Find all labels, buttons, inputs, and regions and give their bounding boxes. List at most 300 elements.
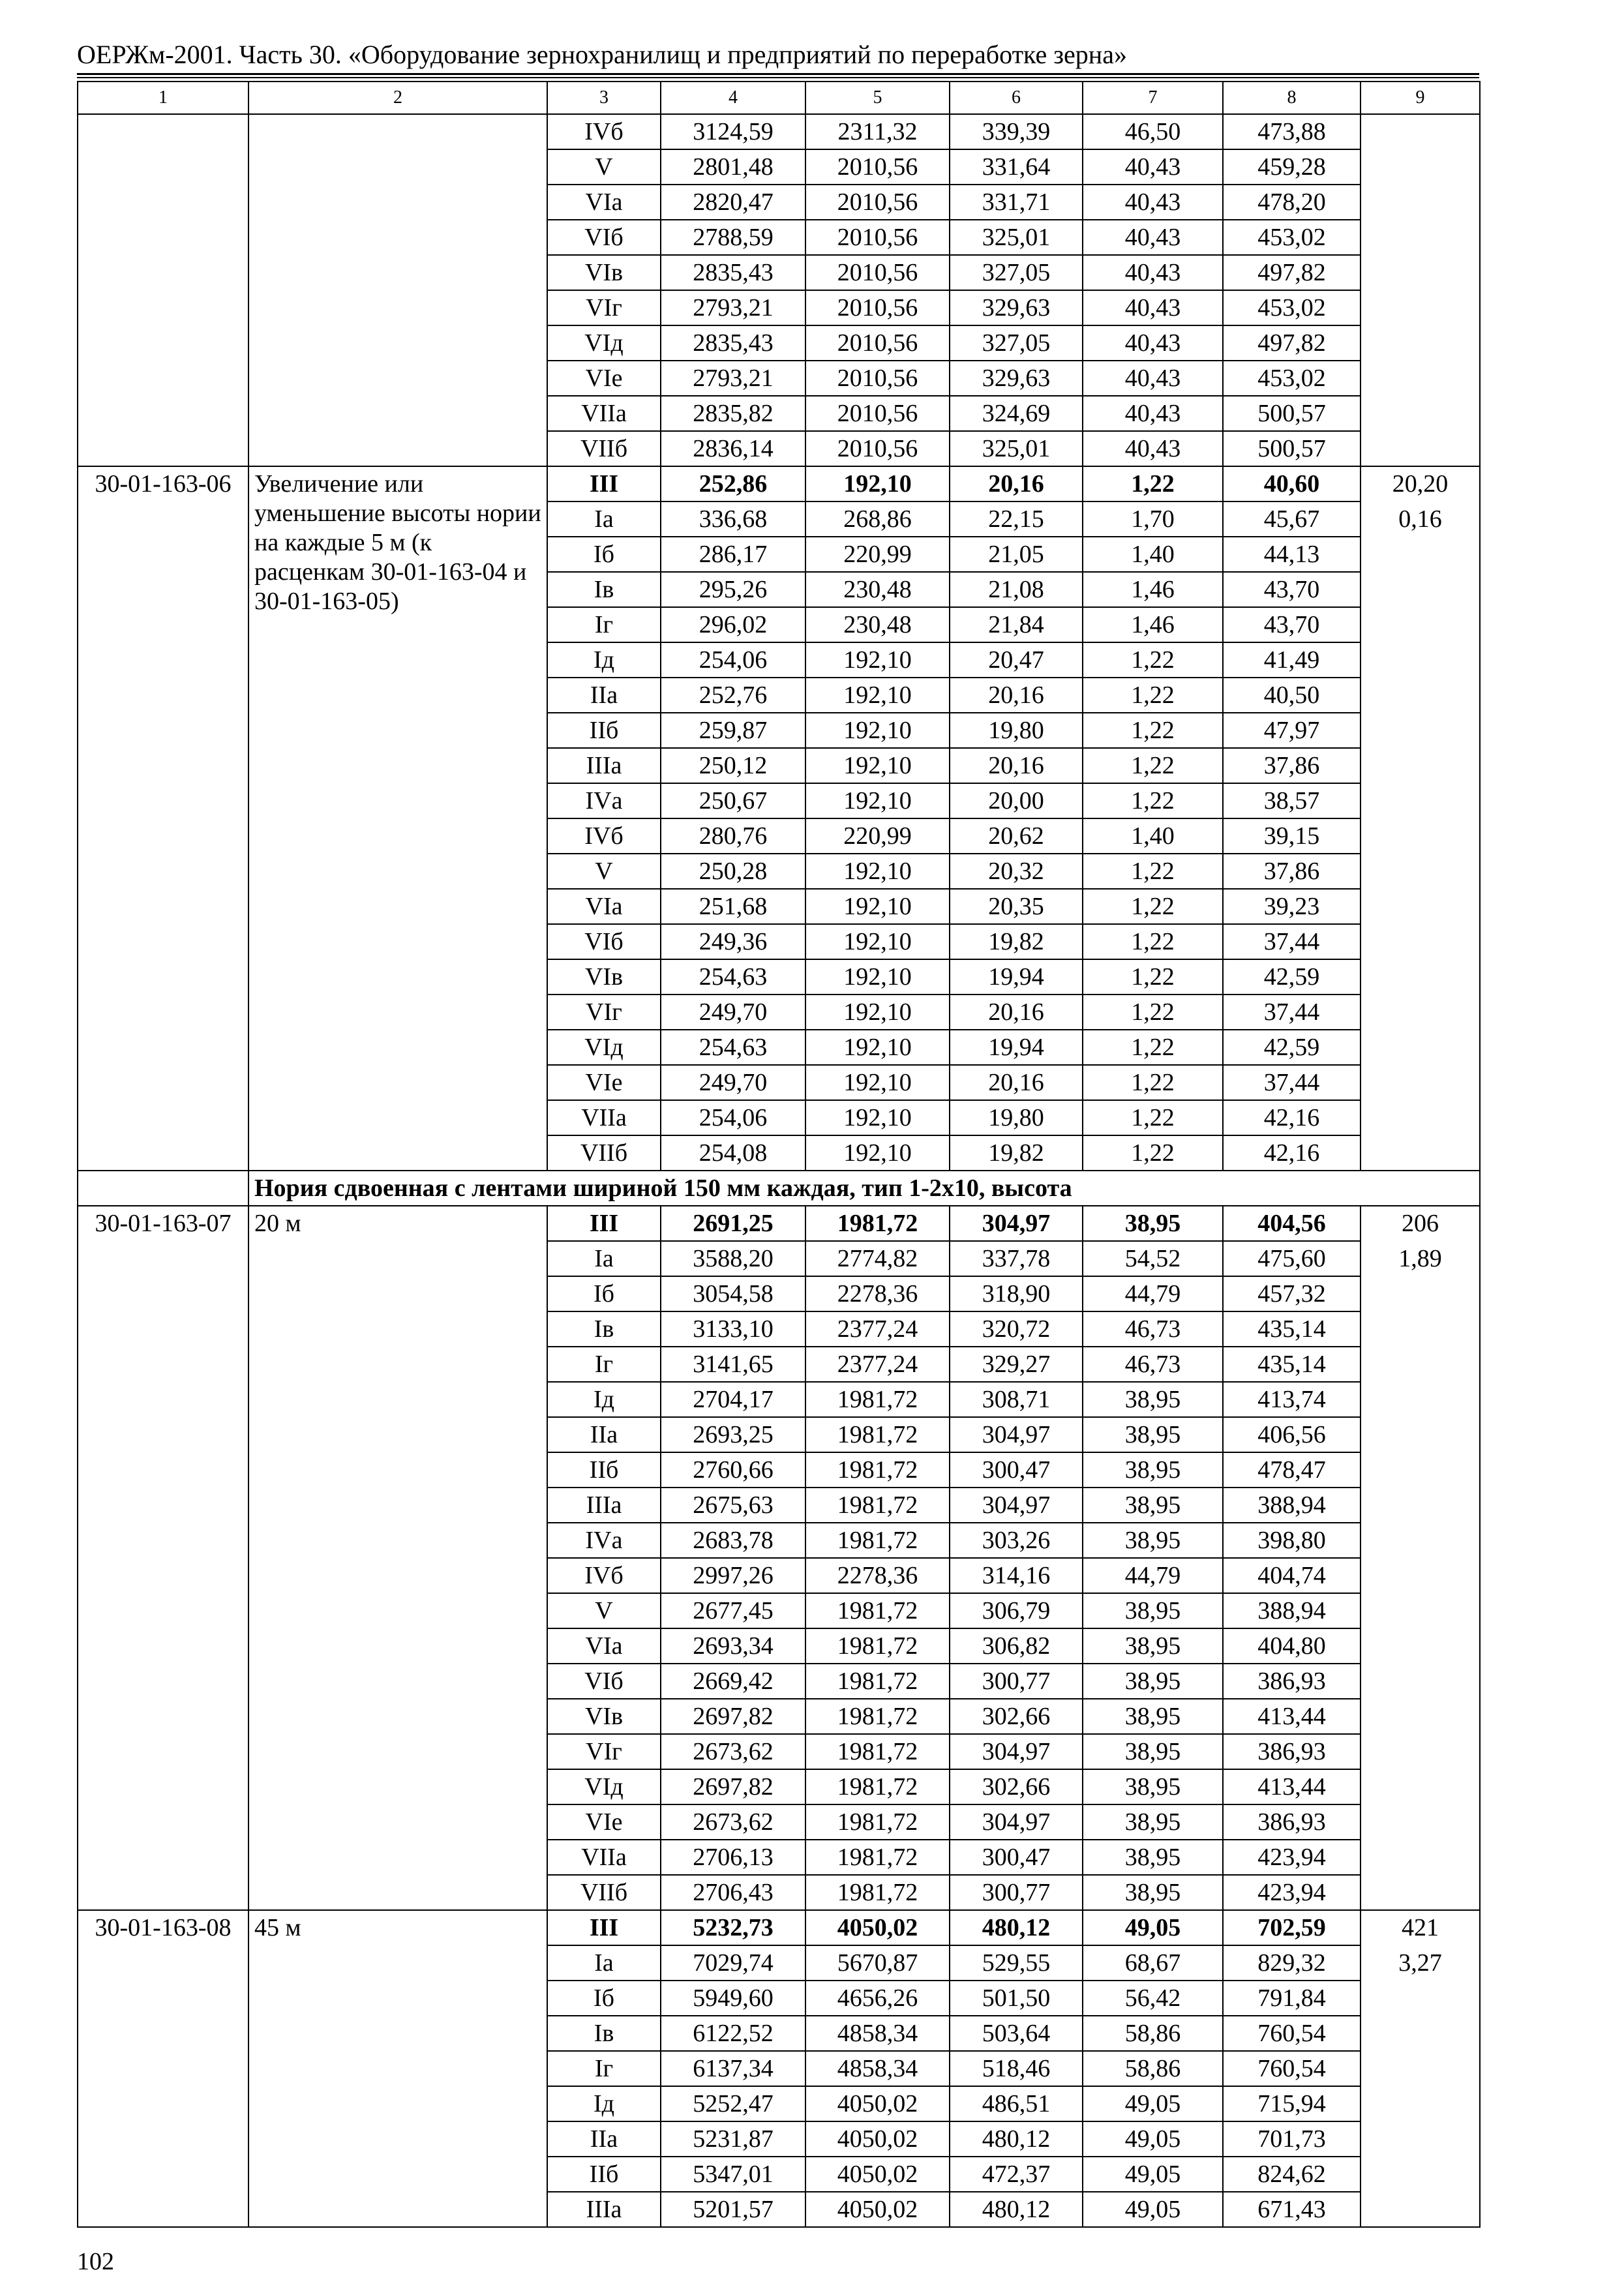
column-9-value: 3,27 — [1398, 1949, 1442, 1977]
zone-cell: Iа — [547, 1945, 661, 1981]
description-line: Увеличение или — [254, 470, 424, 498]
value-col-6: 325,01 — [950, 220, 1083, 255]
value-col-8: 497,82 — [1223, 325, 1361, 361]
zone-cell: IIа — [547, 2121, 661, 2157]
value-col-7: 38,95 — [1083, 1628, 1223, 1664]
zone-cell: VIIа — [547, 1840, 661, 1875]
value-col-7: 49,05 — [1083, 2121, 1223, 2157]
value-col-7: 49,05 — [1083, 2157, 1223, 2192]
value-col-8: 37,44 — [1223, 924, 1361, 959]
zone-cell: Iд — [547, 642, 661, 678]
value-col-8: 45,67 — [1223, 501, 1361, 537]
value-col-8: 701,73 — [1223, 2121, 1361, 2157]
value-col-8: 760,54 — [1223, 2016, 1361, 2051]
value-col-5: 192,10 — [805, 642, 950, 678]
value-col-5: 2774,82 — [805, 1241, 950, 1276]
value-col-6: 339,39 — [950, 114, 1083, 149]
value-col-6: 472,37 — [950, 2157, 1083, 2192]
value-col-8: 413,74 — [1223, 1382, 1361, 1417]
value-col-7: 40,43 — [1083, 396, 1223, 431]
value-col-8: 388,94 — [1223, 1593, 1361, 1628]
value-col-6: 327,05 — [950, 325, 1083, 361]
zone-cell: IIб — [547, 1452, 661, 1488]
zone-cell: VIе — [547, 1065, 661, 1100]
value-col-8: 37,86 — [1223, 854, 1361, 889]
value-col-7: 1,22 — [1083, 995, 1223, 1030]
value-col-5: 2010,56 — [805, 361, 950, 396]
zone-cell: VIг — [547, 1734, 661, 1769]
column-9-value: 421 — [1402, 1914, 1439, 1941]
value-col-7: 1,22 — [1083, 748, 1223, 783]
value-col-8: 42,16 — [1223, 1100, 1361, 1135]
zone-cell: VIе — [547, 361, 661, 396]
zone-cell: V — [547, 854, 661, 889]
work-description — [248, 114, 547, 466]
value-col-4: 5252,47 — [661, 2086, 805, 2121]
value-col-7: 38,95 — [1083, 1875, 1223, 1910]
value-col-4: 250,67 — [661, 783, 805, 818]
zone-cell: VIIб — [547, 1135, 661, 1171]
value-col-6: 518,46 — [950, 2051, 1083, 2086]
value-col-8: 42,59 — [1223, 959, 1361, 995]
zone-cell: IVб — [547, 818, 661, 854]
value-col-4: 280,76 — [661, 818, 805, 854]
table-row — [78, 1910, 1480, 1945]
value-col-8: 478,20 — [1223, 185, 1361, 220]
value-col-6: 331,71 — [950, 185, 1083, 220]
value-col-4: 250,28 — [661, 854, 805, 889]
value-col-6: 19,82 — [950, 1135, 1083, 1171]
zone-cell: VIб — [547, 1664, 661, 1699]
value-col-5: 1981,72 — [805, 1206, 950, 1241]
value-col-6: 306,79 — [950, 1593, 1083, 1628]
column-9-value: 20,20 — [1392, 470, 1449, 498]
description-line: 20 м — [254, 1210, 301, 1237]
work-description — [248, 466, 547, 1171]
value-col-7: 38,95 — [1083, 1417, 1223, 1452]
value-col-7: 1,22 — [1083, 959, 1223, 995]
value-col-8: 760,54 — [1223, 2051, 1361, 2086]
value-col-6: 20,47 — [950, 642, 1083, 678]
value-col-6: 19,80 — [950, 1100, 1083, 1135]
value-col-5: 1981,72 — [805, 1382, 950, 1417]
value-col-6: 302,66 — [950, 1699, 1083, 1734]
value-col-5: 4050,02 — [805, 2157, 950, 2192]
zone-cell: VIг — [547, 995, 661, 1030]
value-col-8: 47,97 — [1223, 713, 1361, 748]
value-col-5: 2010,56 — [805, 396, 950, 431]
value-col-6: 320,72 — [950, 1311, 1083, 1347]
value-col-6: 480,12 — [950, 2121, 1083, 2157]
value-col-5: 192,10 — [805, 748, 950, 783]
value-col-6: 304,97 — [950, 1734, 1083, 1769]
work-description — [248, 1206, 547, 1910]
zone-cell: IIб — [547, 713, 661, 748]
column-9-value: 206 — [1402, 1210, 1439, 1237]
value-col-8: 39,15 — [1223, 818, 1361, 854]
value-col-4: 252,76 — [661, 678, 805, 713]
value-col-7: 1,22 — [1083, 889, 1223, 924]
value-col-4: 249,70 — [661, 995, 805, 1030]
value-col-8: 386,93 — [1223, 1734, 1361, 1769]
value-col-8: 715,94 — [1223, 2086, 1361, 2121]
value-col-5: 192,10 — [805, 1100, 950, 1135]
value-col-5: 2010,56 — [805, 220, 950, 255]
value-col-4: 2706,43 — [661, 1875, 805, 1910]
value-col-4: 2836,14 — [661, 431, 805, 466]
value-col-5: 192,10 — [805, 1135, 950, 1171]
zone-cell: Iд — [547, 2086, 661, 2121]
value-col-6: 300,77 — [950, 1875, 1083, 1910]
value-col-6: 19,82 — [950, 924, 1083, 959]
header-rule — [77, 73, 1479, 78]
value-col-7: 40,43 — [1083, 361, 1223, 396]
value-col-5: 2377,24 — [805, 1347, 950, 1382]
value-col-4: 2793,21 — [661, 361, 805, 396]
section-heading: Нория сдвоенная с лентами шириной 150 мм каждая, тип 1-2х10, высота — [248, 1171, 1480, 1206]
value-col-4: 286,17 — [661, 537, 805, 572]
value-col-7: 58,86 — [1083, 2016, 1223, 2051]
value-col-6: 21,05 — [950, 537, 1083, 572]
zone-cell: Iг — [547, 1347, 661, 1382]
value-col-4: 5231,87 — [661, 2121, 805, 2157]
value-col-4: 336,68 — [661, 501, 805, 537]
rate-code: 30-01-163-06 — [78, 466, 248, 1171]
page-number: 102 — [77, 2248, 114, 2275]
value-col-7: 38,95 — [1083, 1382, 1223, 1417]
value-col-6: 329,63 — [950, 290, 1083, 325]
value-col-5: 192,10 — [805, 959, 950, 995]
work-description — [248, 1910, 547, 2227]
rate-code — [78, 114, 248, 466]
value-col-7: 46,50 — [1083, 114, 1223, 149]
zone-cell: VIа — [547, 889, 661, 924]
value-col-4: 6122,52 — [661, 2016, 805, 2051]
value-col-7: 38,95 — [1083, 1664, 1223, 1699]
value-col-7: 46,73 — [1083, 1311, 1223, 1347]
table-body — [78, 114, 1480, 2227]
value-col-7: 38,95 — [1083, 1452, 1223, 1488]
value-col-7: 38,95 — [1083, 1734, 1223, 1769]
value-col-6: 503,64 — [950, 2016, 1083, 2051]
value-col-5: 1981,72 — [805, 1417, 950, 1452]
value-col-4: 2697,82 — [661, 1769, 805, 1804]
value-col-7: 1,22 — [1083, 1065, 1223, 1100]
value-col-8: 453,02 — [1223, 220, 1361, 255]
value-col-7: 40,43 — [1083, 431, 1223, 466]
value-col-5: 2010,56 — [805, 290, 950, 325]
description-line: 30-01-163-05) — [254, 588, 399, 615]
table-header — [78, 82, 1480, 114]
zone-cell: VIв — [547, 959, 661, 995]
rate-code: 30-01-163-08 — [78, 1910, 248, 2227]
value-col-4: 252,86 — [661, 466, 805, 501]
zone-cell: V — [547, 149, 661, 185]
rate-code: 30-01-163-07 — [78, 1206, 248, 1910]
value-col-5: 2010,56 — [805, 431, 950, 466]
value-col-4: 2673,62 — [661, 1734, 805, 1769]
value-col-6: 20,00 — [950, 783, 1083, 818]
zone-cell: Iг — [547, 607, 661, 642]
value-col-5: 192,10 — [805, 995, 950, 1030]
value-col-4: 6137,34 — [661, 2051, 805, 2086]
value-col-5: 1981,72 — [805, 1804, 950, 1840]
value-col-4: 2675,63 — [661, 1488, 805, 1523]
zone-cell: IVб — [547, 114, 661, 149]
value-col-8: 824,62 — [1223, 2157, 1361, 2192]
value-col-8: 453,02 — [1223, 290, 1361, 325]
column-number-1: 1 — [78, 82, 248, 114]
value-col-5: 1981,72 — [805, 1488, 950, 1523]
value-col-8: 829,32 — [1223, 1945, 1361, 1981]
value-col-4: 5949,60 — [661, 1981, 805, 2016]
value-col-4: 3124,59 — [661, 114, 805, 149]
value-col-5: 4858,34 — [805, 2051, 950, 2086]
value-col-8: 435,14 — [1223, 1311, 1361, 1347]
value-col-4: 2697,82 — [661, 1699, 805, 1734]
value-col-4: 2693,25 — [661, 1417, 805, 1452]
value-col-7: 54,52 — [1083, 1241, 1223, 1276]
value-col-5: 2278,36 — [805, 1558, 950, 1593]
value-col-4: 2835,82 — [661, 396, 805, 431]
value-col-6: 329,27 — [950, 1347, 1083, 1382]
value-col-7: 40,43 — [1083, 149, 1223, 185]
value-col-5: 1981,72 — [805, 1875, 950, 1910]
value-col-5: 4050,02 — [805, 2086, 950, 2121]
value-col-4: 5201,57 — [661, 2192, 805, 2227]
value-col-8: 398,80 — [1223, 1523, 1361, 1558]
value-col-7: 40,43 — [1083, 220, 1223, 255]
zone-cell: VIIб — [547, 1875, 661, 1910]
value-col-5: 192,10 — [805, 713, 950, 748]
value-col-6: 302,66 — [950, 1769, 1083, 1804]
value-col-8: 404,56 — [1223, 1206, 1361, 1241]
value-col-8: 478,47 — [1223, 1452, 1361, 1488]
value-col-8: 388,94 — [1223, 1488, 1361, 1523]
value-col-8: 423,94 — [1223, 1875, 1361, 1910]
value-col-5: 1981,72 — [805, 1664, 950, 1699]
value-col-7: 38,95 — [1083, 1769, 1223, 1804]
zone-cell: Iг — [547, 2051, 661, 2086]
value-col-7: 1,46 — [1083, 607, 1223, 642]
value-col-8: 40,50 — [1223, 678, 1361, 713]
value-col-6: 308,71 — [950, 1382, 1083, 1417]
value-col-8: 671,43 — [1223, 2192, 1361, 2227]
running-header: ОЕРЖм-2001. Часть 30. «Оборудование зернохранилищ и предприятий по переработке зерна» — [77, 40, 1127, 69]
table-row — [78, 114, 1480, 149]
value-col-6: 331,64 — [950, 149, 1083, 185]
zone-cell: Iв — [547, 1311, 661, 1347]
value-col-8: 43,70 — [1223, 607, 1361, 642]
value-col-5: 192,10 — [805, 854, 950, 889]
value-col-5: 1981,72 — [805, 1628, 950, 1664]
value-col-5: 5670,87 — [805, 1945, 950, 1981]
column-9-value: 1,89 — [1398, 1245, 1442, 1272]
zone-cell: VIб — [547, 220, 661, 255]
value-col-5: 4858,34 — [805, 2016, 950, 2051]
zone-cell: Iб — [547, 537, 661, 572]
value-col-8: 459,28 — [1223, 149, 1361, 185]
value-col-5: 4050,02 — [805, 1910, 950, 1945]
value-col-7: 49,05 — [1083, 1910, 1223, 1945]
zone-cell: IIIа — [547, 2192, 661, 2227]
value-col-4: 2793,21 — [661, 290, 805, 325]
zone-cell: IVа — [547, 1523, 661, 1558]
value-col-4: 254,63 — [661, 959, 805, 995]
value-col-7: 44,79 — [1083, 1558, 1223, 1593]
value-col-6: 304,97 — [950, 1804, 1083, 1840]
value-col-6: 337,78 — [950, 1241, 1083, 1276]
zone-cell: Iд — [547, 1382, 661, 1417]
value-col-7: 1,70 — [1083, 501, 1223, 537]
value-col-8: 702,59 — [1223, 1910, 1361, 1945]
value-col-8: 413,44 — [1223, 1699, 1361, 1734]
zone-cell: IIб — [547, 2157, 661, 2192]
value-col-4: 2673,62 — [661, 1804, 805, 1840]
value-col-4: 3588,20 — [661, 1241, 805, 1276]
value-col-4: 2669,42 — [661, 1664, 805, 1699]
column-number-row — [78, 82, 1480, 114]
value-col-7: 49,05 — [1083, 2192, 1223, 2227]
value-col-4: 254,06 — [661, 642, 805, 678]
value-col-4: 3133,10 — [661, 1311, 805, 1347]
value-col-5: 4050,02 — [805, 2121, 950, 2157]
value-col-5: 2010,56 — [805, 185, 950, 220]
value-col-6: 22,15 — [950, 501, 1083, 537]
zone-cell: VIе — [547, 1804, 661, 1840]
table-row — [78, 1206, 1480, 1241]
zone-cell: IIIа — [547, 748, 661, 783]
value-col-4: 2691,25 — [661, 1206, 805, 1241]
value-col-8: 500,57 — [1223, 431, 1361, 466]
value-col-7: 1,40 — [1083, 818, 1223, 854]
value-col-7: 44,79 — [1083, 1276, 1223, 1311]
column-9-cell — [1361, 1910, 1480, 2227]
column-9-cell — [1361, 114, 1480, 466]
zone-cell: IIа — [547, 1417, 661, 1452]
value-col-8: 37,44 — [1223, 1065, 1361, 1100]
description-line: расценкам 30-01-163-04 и — [254, 558, 527, 586]
value-col-5: 192,10 — [805, 1065, 950, 1100]
value-col-6: 480,12 — [950, 1910, 1083, 1945]
value-col-8: 500,57 — [1223, 396, 1361, 431]
value-col-6: 300,47 — [950, 1452, 1083, 1488]
column-number-6: 6 — [950, 82, 1083, 114]
value-col-7: 68,67 — [1083, 1945, 1223, 1981]
value-col-6: 327,05 — [950, 255, 1083, 290]
value-col-5: 1981,72 — [805, 1523, 950, 1558]
value-col-6: 21,84 — [950, 607, 1083, 642]
value-col-4: 2788,59 — [661, 220, 805, 255]
value-col-6: 529,55 — [950, 1945, 1083, 1981]
value-col-7: 1,22 — [1083, 924, 1223, 959]
value-col-6: 304,97 — [950, 1206, 1083, 1241]
value-col-6: 329,63 — [950, 361, 1083, 396]
value-col-4: 2693,34 — [661, 1628, 805, 1664]
value-col-4: 254,63 — [661, 1030, 805, 1065]
zone-cell: VIд — [547, 1030, 661, 1065]
value-col-5: 1981,72 — [805, 1840, 950, 1875]
value-col-6: 304,97 — [950, 1417, 1083, 1452]
value-col-6: 20,62 — [950, 818, 1083, 854]
zone-cell: Iб — [547, 1276, 661, 1311]
column-number-8: 8 — [1223, 82, 1361, 114]
zone-cell: III — [547, 466, 661, 501]
zone-cell: VIб — [547, 924, 661, 959]
value-col-6: 19,94 — [950, 959, 1083, 995]
zone-cell: VIIа — [547, 1100, 661, 1135]
value-col-4: 254,08 — [661, 1135, 805, 1171]
value-col-4: 249,36 — [661, 924, 805, 959]
value-col-5: 192,10 — [805, 889, 950, 924]
zone-cell: VIIб — [547, 431, 661, 466]
value-col-5: 192,10 — [805, 466, 950, 501]
zone-cell: VIв — [547, 1699, 661, 1734]
zone-cell: VIа — [547, 1628, 661, 1664]
value-col-5: 192,10 — [805, 1030, 950, 1065]
description-line: на каждые 5 м (к — [254, 529, 432, 556]
value-col-7: 56,42 — [1083, 1981, 1223, 2016]
value-col-7: 38,95 — [1083, 1804, 1223, 1840]
value-col-5: 1981,72 — [805, 1452, 950, 1488]
value-col-8: 43,70 — [1223, 572, 1361, 607]
value-col-4: 251,68 — [661, 889, 805, 924]
value-col-7: 1,22 — [1083, 1135, 1223, 1171]
value-col-5: 192,10 — [805, 678, 950, 713]
value-col-7: 1,22 — [1083, 783, 1223, 818]
value-col-7: 38,95 — [1083, 1699, 1223, 1734]
value-col-7: 38,95 — [1083, 1593, 1223, 1628]
value-col-8: 37,44 — [1223, 995, 1361, 1030]
value-col-8: 457,32 — [1223, 1276, 1361, 1311]
value-col-8: 435,14 — [1223, 1347, 1361, 1382]
value-col-4: 2706,13 — [661, 1840, 805, 1875]
price-table — [77, 81, 1481, 2228]
value-col-4: 296,02 — [661, 607, 805, 642]
value-col-5: 2010,56 — [805, 149, 950, 185]
value-col-6: 20,16 — [950, 1065, 1083, 1100]
column-number-7: 7 — [1083, 82, 1223, 114]
value-col-6: 318,90 — [950, 1276, 1083, 1311]
value-col-5: 220,99 — [805, 818, 950, 854]
value-col-4: 3141,65 — [661, 1347, 805, 1382]
zone-cell: IIIа — [547, 1488, 661, 1523]
value-col-6: 324,69 — [950, 396, 1083, 431]
rate-code — [78, 1171, 248, 1206]
zone-cell: Iа — [547, 501, 661, 537]
description-line: 45 м — [254, 1914, 301, 1941]
value-col-6: 306,82 — [950, 1628, 1083, 1664]
value-col-4: 2801,48 — [661, 149, 805, 185]
value-col-7: 40,43 — [1083, 255, 1223, 290]
value-col-4: 2683,78 — [661, 1523, 805, 1558]
value-col-7: 1,46 — [1083, 572, 1223, 607]
value-col-5: 192,10 — [805, 924, 950, 959]
zone-cell: Iа — [547, 1241, 661, 1276]
value-col-7: 49,05 — [1083, 2086, 1223, 2121]
value-col-7: 40,43 — [1083, 185, 1223, 220]
value-col-5: 230,48 — [805, 607, 950, 642]
value-col-7: 58,86 — [1083, 2051, 1223, 2086]
value-col-8: 37,86 — [1223, 748, 1361, 783]
value-col-8: 404,80 — [1223, 1628, 1361, 1664]
value-col-7: 40,43 — [1083, 290, 1223, 325]
value-col-5: 2010,56 — [805, 325, 950, 361]
value-col-4: 3054,58 — [661, 1276, 805, 1311]
value-col-5: 1981,72 — [805, 1593, 950, 1628]
zone-cell: Iв — [547, 572, 661, 607]
value-col-4: 2997,26 — [661, 1558, 805, 1593]
